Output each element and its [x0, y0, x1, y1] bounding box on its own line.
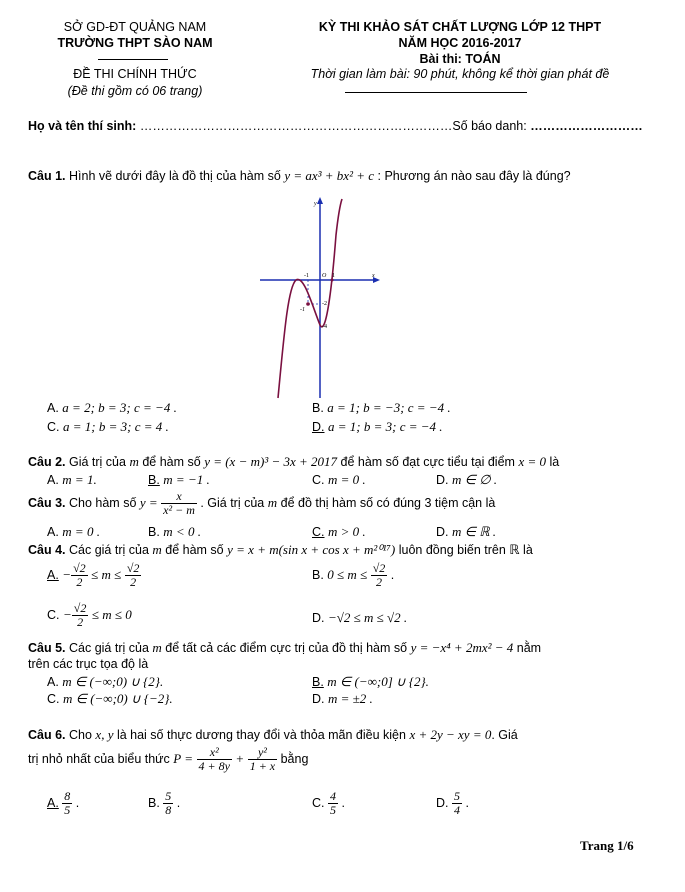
q2-t1: Giá trị của	[69, 455, 126, 469]
q4-option-a[interactable]	[47, 562, 141, 589]
q3-fraction	[161, 490, 197, 517]
question-5	[28, 640, 541, 656]
official-label: ĐỀ THI CHÍNH THỨC	[73, 67, 197, 81]
q6-option-d[interactable]: D. $\frac{5}{4}$ .	[436, 789, 469, 817]
q4-c-minus: −	[62, 606, 72, 622]
q4-option-c[interactable]	[47, 602, 132, 629]
q6-frac2	[248, 746, 277, 773]
q6-t4: bằng	[280, 751, 309, 766]
school-name: TRƯỜNG THPT SÀO NAM	[57, 36, 213, 50]
q6-frac1	[197, 746, 232, 773]
q6-c-frac	[328, 790, 338, 817]
right-divider	[345, 92, 527, 93]
q3-b-letter: B.	[148, 525, 160, 539]
q6-b-letter: B.	[148, 795, 160, 810]
q1-b-text: a = 1; b = −3; c = −4 .	[327, 400, 451, 415]
q2-b-letter: B.	[148, 473, 160, 487]
q4-b-den: 2	[376, 575, 382, 589]
q1-formula: y = ax³ + bx² + c	[284, 168, 375, 183]
q4-b-letter: B.	[312, 567, 324, 582]
q6-a-num: 8	[64, 789, 71, 803]
q4-b-num: √2	[372, 561, 386, 575]
question-2	[28, 454, 559, 470]
q2-m: m	[129, 454, 139, 469]
q5-t2: để tất cả các điểm cực trị của đồ thị hàm số	[165, 641, 408, 655]
q6-c-num: 4	[329, 789, 336, 803]
q4-label: Câu 4.	[28, 543, 66, 557]
q3-m: m	[267, 494, 278, 510]
q4-real-set: ℝ	[509, 542, 520, 557]
q4-b-frac	[371, 562, 388, 589]
question-3	[28, 490, 495, 517]
q4-c-frac	[72, 602, 89, 629]
q3-option-b[interactable]	[148, 524, 201, 540]
q2-t2: để hàm số	[142, 455, 201, 469]
q1-text: Hình vẽ dưới đây là đồ thị của hàm số	[69, 169, 281, 183]
q5-c-text: m ∈ (−∞;0) ∪ {−2}.	[62, 691, 173, 706]
q6-option-a[interactable]: A. $\frac{8}{5}$ .	[47, 789, 80, 817]
q3-c-text: m > 0 .	[327, 524, 366, 539]
question-1	[28, 168, 571, 184]
q6-d-den: 4	[453, 803, 460, 817]
q5-option-c[interactable]	[47, 691, 173, 707]
sbd-label: Số báo danh:	[452, 119, 527, 133]
q6-b-den: 8	[165, 803, 172, 817]
q1-option-c[interactable]	[47, 419, 169, 435]
q4-a-frac2	[125, 562, 142, 589]
q6-p: P =	[173, 750, 194, 766]
q2-a-text: m = 1.	[62, 472, 97, 487]
q5-d-letter: D.	[312, 692, 325, 706]
subject: Bài thi: TOÁN	[419, 52, 501, 66]
q4-formula: y = x + m(sin x + cos x + m²⁰¹⁷)	[227, 542, 396, 557]
q5-a-text: m ∈ (−∞;0) ∪ {2}.	[62, 674, 164, 689]
q6-b-frac	[163, 790, 173, 817]
q4-a-minus: −	[62, 566, 72, 582]
q2-t3: để hàm số đạt cực tiểu tại điểm	[340, 455, 515, 469]
question-4	[28, 542, 533, 558]
q1-a-letter: A.	[47, 401, 59, 415]
tick-x-1: 1	[332, 273, 335, 279]
origin-label: O	[322, 273, 327, 279]
q2-x0: x = 0	[518, 454, 546, 469]
q2-label: Câu 2.	[28, 455, 66, 469]
q1-c-letter: C.	[47, 420, 60, 434]
cubic-graph	[250, 195, 385, 400]
q4-t4: là	[523, 543, 533, 557]
q6-f1-num: x²	[197, 746, 232, 760]
q3-y: y =	[139, 494, 158, 510]
q4-a-num2: √2	[126, 561, 140, 575]
q5-t3: nằm	[516, 641, 542, 655]
q6-t1: Cho	[69, 728, 92, 742]
q6-f1-den: 4 + 8y	[198, 759, 230, 773]
school-year: NĂM HỌC 2016-2017	[398, 36, 522, 50]
q3-option-c[interactable]	[312, 524, 366, 540]
q5-d-text: m = ±2 .	[327, 691, 373, 706]
q6-label: Câu 6.	[28, 728, 66, 742]
q3-t2: . Giá trị của	[200, 495, 265, 510]
q4-option-b[interactable]: B. 0 ≤ m ≤ $\frac{√2}{2}$ .	[312, 561, 395, 589]
y-arrow	[317, 197, 323, 204]
q2-a-letter: A.	[47, 473, 59, 487]
q2-option-a[interactable]	[47, 472, 97, 488]
q2-b-text: m = −1 .	[163, 472, 210, 487]
point-label-minus-1: -1	[300, 307, 305, 313]
q4-t3: luôn đồng biến trên	[398, 543, 506, 557]
q2-c-letter: C.	[312, 473, 325, 487]
q1-c-text: a = 1; b = 3; c = 4 .	[62, 419, 169, 434]
q1-option-b[interactable]	[312, 400, 451, 416]
q4-a-den2: 2	[130, 575, 137, 589]
q3-num: x	[161, 490, 197, 504]
q5-c-letter: C.	[47, 692, 60, 706]
q4-b-pre: 0 ≤ m ≤	[327, 566, 368, 582]
q3-den: x² − m	[163, 503, 195, 517]
q4-c-den: 2	[77, 615, 84, 629]
q5-formula: y = −x⁴ + 2mx² − 4	[410, 640, 514, 655]
q2-d-text: m ∈ ∅ .	[451, 472, 498, 487]
candidate-line	[28, 119, 643, 133]
name-label: Họ và tên thí sinh:	[28, 119, 137, 133]
q1-d-text: a = 1; b = 3; c = −4 .	[327, 419, 443, 434]
q5-t1: Các giá trị của	[69, 641, 149, 655]
exam-title: KỲ THI KHẢO SÁT CHẤT LƯỢNG LỚP 12 THPT	[318, 20, 602, 34]
inflection-point	[306, 302, 310, 306]
time-limit: Thời gian làm bài: 90 phút, không kể thời gian phát đề	[310, 67, 610, 81]
name-dots: …………………………………………………………………	[139, 119, 453, 133]
q5-option-b[interactable]	[312, 674, 429, 690]
q6-condition: x + 2y − xy = 0	[409, 727, 492, 742]
q5-b-letter: B.	[312, 675, 324, 689]
tick-y-minus-4: -4	[322, 324, 327, 330]
q5-a-letter: A.	[47, 675, 59, 689]
q4-c-num: √2	[73, 601, 87, 615]
q4-t1: Các giá trị của	[69, 543, 149, 557]
q3-d-letter: D.	[436, 525, 449, 539]
q6-a-frac	[62, 790, 72, 817]
q4-c-post: ≤ m ≤ 0	[91, 606, 132, 622]
q5-option-a[interactable]	[47, 674, 163, 690]
q6-line2-text: trị nhỏ nhất của biểu thức	[28, 751, 170, 766]
q4-d-text: −√2 ≤ m ≤ √2 .	[327, 610, 408, 625]
q6-c-letter: C.	[312, 795, 325, 810]
q5-b-text: m ∈ (−∞;0] ∪ {2}.	[327, 674, 429, 689]
q2-option-d[interactable]	[436, 472, 497, 488]
q4-option-d[interactable]	[312, 610, 407, 626]
q3-option-a[interactable]	[47, 524, 100, 540]
q3-a-text: m = 0 .	[62, 524, 100, 539]
q6-c-den: 5	[329, 803, 336, 817]
q4-m: m	[152, 542, 162, 557]
q2-d-letter: D.	[436, 473, 449, 487]
q1-option-a[interactable]	[47, 400, 177, 416]
tick-x-minus-1: -1	[304, 273, 309, 279]
q3-t3: để đồ thị hàm số có đúng 3 tiệm cận là	[280, 495, 496, 510]
q4-t2: để hàm số	[165, 543, 224, 557]
q3-b-text: m < 0 .	[163, 524, 201, 539]
q2-option-c[interactable]	[312, 472, 366, 488]
q4-a-num1: √2	[73, 561, 86, 575]
q1-a-text: a = 2; b = 3; c = −4 .	[62, 400, 177, 415]
q6-t3: . Giá	[491, 728, 518, 742]
q6-option-c[interactable]: C. $\frac{4}{5}$ .	[312, 789, 345, 817]
q6-option-b[interactable]: B. $\frac{5}{8}$ .	[148, 789, 181, 817]
q3-t1: Cho hàm số	[69, 495, 137, 510]
question-6	[28, 727, 518, 743]
q1-option-d[interactable]	[312, 419, 443, 435]
q3-a-letter: A.	[47, 525, 59, 539]
q2-t4: là	[549, 455, 560, 469]
q3-c-letter: C.	[312, 525, 325, 539]
pages-note: (Đề thi gồm có 06 trang)	[67, 84, 203, 98]
q1-d-letter: D.	[312, 420, 325, 434]
y-label: y	[314, 201, 317, 207]
q4-a-mid: ≤ m ≤	[91, 566, 122, 582]
q6-plus: +	[235, 750, 245, 766]
tick-y-minus-2: -2	[322, 301, 327, 307]
sbd-dots: ………………………	[530, 119, 643, 133]
q4-a-letter: A.	[47, 567, 59, 582]
q5-option-d[interactable]	[312, 691, 373, 707]
q5-label: Câu 5.	[28, 641, 66, 655]
q6-d-letter: D.	[436, 795, 449, 810]
cubic-curve	[278, 199, 342, 398]
q6-line2	[28, 746, 308, 773]
q6-f2-den: 1 + x	[249, 759, 276, 773]
q1-label: Câu 1.	[28, 169, 66, 183]
q2-option-b[interactable]	[148, 472, 210, 488]
dept-name: SỞ GD-ĐT QUẢNG NAM	[63, 20, 207, 34]
q4-a-den1: 2	[76, 575, 83, 589]
q1-text2: : Phương án nào sau đây là đúng?	[377, 169, 571, 183]
q4-a-frac1	[71, 562, 88, 589]
q4-c-letter: C.	[47, 607, 60, 622]
q6-a-letter: A.	[47, 795, 59, 810]
q3-label: Câu 3.	[28, 495, 66, 510]
x-label: x	[372, 273, 375, 279]
q3-option-d[interactable]	[436, 524, 496, 540]
q3-d-text: m ∈ ℝ .	[451, 524, 496, 539]
q2-c-text: m = 0 .	[327, 472, 366, 487]
q6-d-num: 5	[453, 789, 460, 803]
q6-xy: x, y	[95, 727, 114, 742]
q2-formula: y = (x − m)³ − 3x + 2017	[204, 454, 338, 469]
left-divider	[98, 59, 168, 60]
q6-f2-num: y²	[248, 746, 277, 760]
q6-t2: là hai số thực dương thay đổi và thỏa mãn điều kiện	[116, 728, 406, 742]
q4-d-letter: D.	[312, 611, 325, 625]
q1-b-letter: B.	[312, 401, 324, 415]
q5-m: m	[152, 640, 162, 655]
q6-d-frac	[452, 790, 462, 817]
q5-line2: trên các trục tọa độ là	[28, 657, 149, 671]
page-number: Trang 1/6	[580, 838, 634, 853]
q6-a-den: 5	[64, 803, 71, 817]
q6-b-num: 5	[165, 789, 172, 803]
